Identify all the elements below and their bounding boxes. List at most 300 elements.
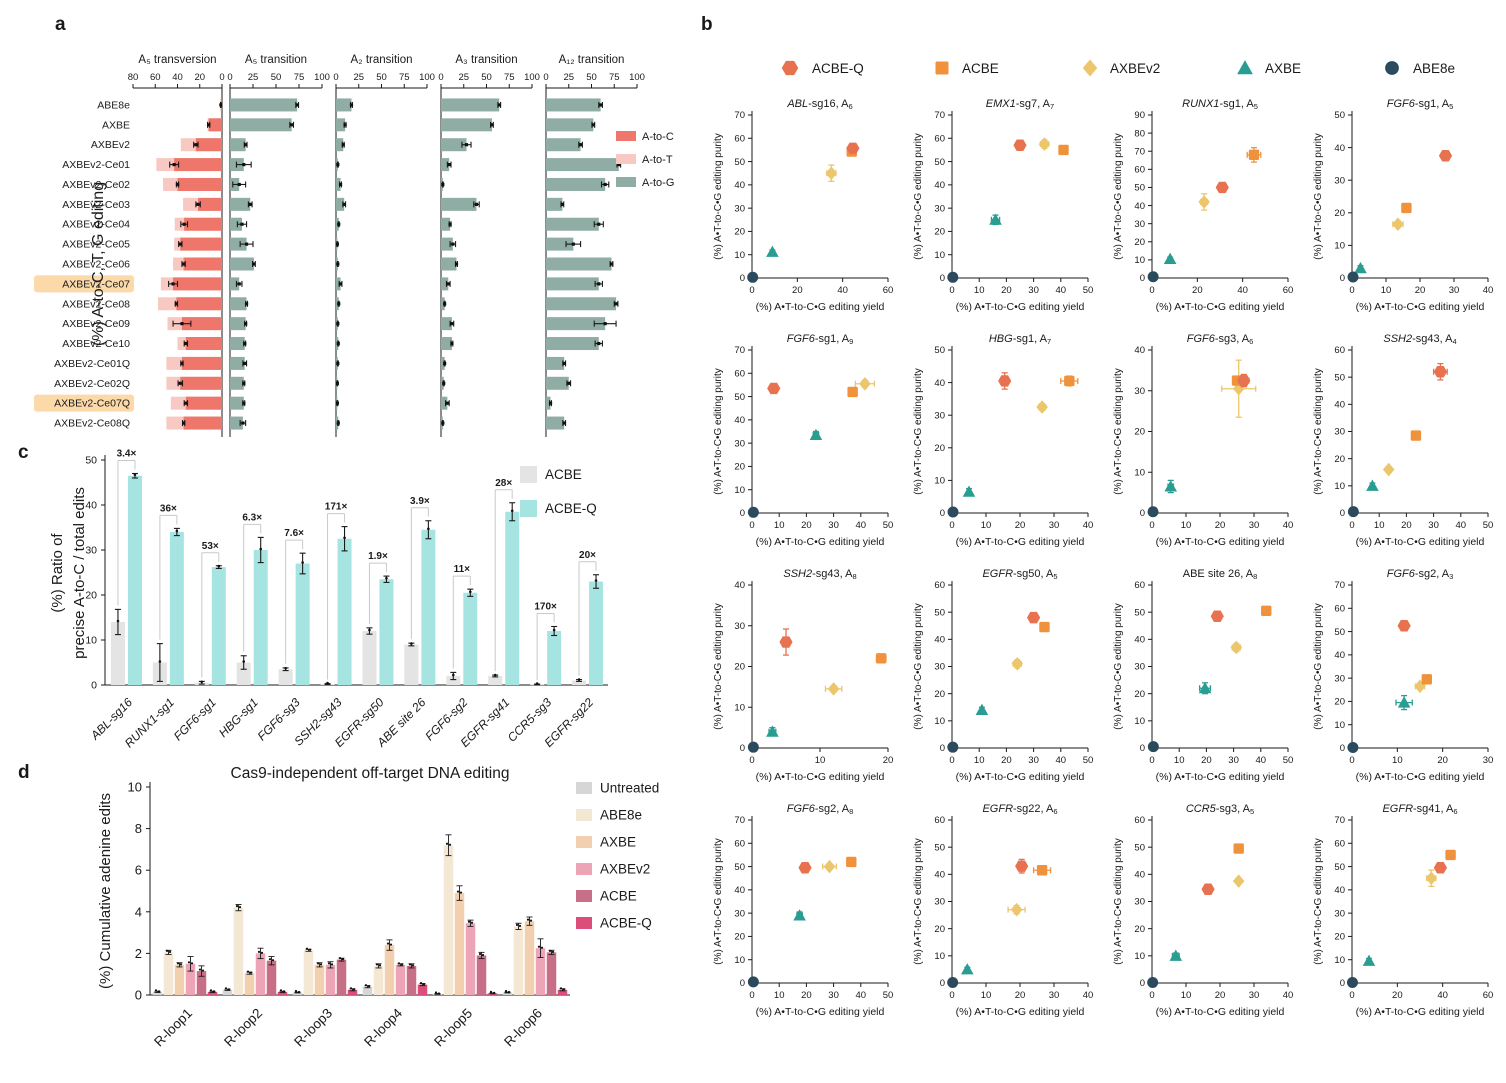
bar-a-to-g [230,138,246,151]
bar-a-to-g [546,258,612,271]
fold-label: 11× [453,564,471,576]
tick-label: 60 [1134,580,1145,592]
legend-label: ACBE-Q [545,501,597,516]
tick-label: 30 [1048,990,1060,1001]
tick-label: 10 [734,249,745,261]
tick-label: 75 [503,72,515,83]
scatter-point-AXBEv2 [1426,871,1438,885]
tick-label: 60 [1134,815,1145,827]
data-dot [176,183,179,186]
scatter-point-ABE8e [1347,742,1358,753]
data-dot [244,322,247,325]
legend-label: Untreated [600,780,660,796]
bar-acbe-q [589,582,603,686]
bar-a-to-g [230,377,244,390]
plot-title: EGFR-sg22, A6 [982,803,1058,816]
plot-title: EGFR-sg41, A6 [1382,803,1458,816]
tick-label: 80 [127,72,139,83]
scatter-point-ACBE-Q [1202,884,1215,895]
legend-label: AXBE [600,834,637,850]
tick-label: 10 [934,249,945,261]
bar-a-to-g [546,277,599,290]
plot-ylabel: (%) A•T-to-C•G editing purity [1113,603,1124,730]
plot-ylabel: (%) A•T-to-C•G editing purity [1313,838,1324,965]
scatter-point-AXBEv2 [1011,903,1023,917]
tick-label: 30 [1028,755,1039,766]
tick-label: 20 [1334,931,1345,943]
data-dot [283,990,285,992]
data-dot [597,342,600,345]
data-dot [490,991,492,993]
row-label: AXBEv2-Ce02 [62,178,130,191]
tick-label: 10 [980,520,992,531]
bar-AXBE [525,921,535,995]
tick-label: 20 [1214,520,1226,531]
data-dot [200,680,203,683]
data-dot [597,282,600,285]
legend-label: ACBE-Q [600,915,652,931]
scatter-point-AXBE [961,963,974,974]
tick-label: 8 [134,821,142,837]
bar-acbe-q [170,532,184,685]
tick-label: 10 [734,954,745,966]
plot-xlabel: (%) A•T-to-C•G editing yield [955,301,1085,313]
bar-a-to-g [441,337,452,350]
tick-label: 40 [1134,200,1145,212]
tick-label: 20 [1392,990,1403,1001]
scatter-point-ACBE [1411,430,1421,440]
tick-label: 0 [1349,285,1355,296]
data-dot [243,342,246,345]
row-label: AXBEv2-Ce01Q [54,357,130,370]
tick-label: 10 [973,285,985,296]
tick-label: 0 [1139,978,1145,990]
tick-label: 40 [855,520,867,531]
row-label: AXBEv2 [90,139,130,152]
scatter-point-ACBE-Q [1216,182,1229,193]
scatter-point-ABE8e [1148,271,1159,282]
plot-xlabel: (%) A•T-to-C•G editing yield [755,771,885,783]
data-dot [353,988,355,990]
data-dot [301,561,304,564]
tick-label: 40 [1334,650,1345,662]
tick-label: 60 [1282,285,1294,296]
data-dot [188,961,190,963]
scatter-point-ABE8e [748,742,759,753]
tick-label: 40 [1055,755,1067,766]
tick-label: 10 [973,755,985,766]
category-label: RUNX1-sg1 [121,695,177,751]
plot-title: RUNX1-sg1, A5 [1182,98,1258,111]
category-label: EGFR-sg50 [331,695,387,750]
category-label: ABL-sg16 [87,695,136,743]
bar-a-to-g [441,98,499,111]
tick-label: 10 [773,520,785,531]
data-dot [511,509,514,512]
scatter-point-ACBE-Q [1013,140,1026,151]
tick-label: 0 [939,508,945,520]
scatter-point-ACBE [847,387,857,397]
scatter-point-ACBE-Q [1434,862,1447,873]
tick-label: 20 [934,688,945,700]
data-dot [191,962,193,964]
scatter-point-ABE8e [1148,741,1159,752]
tick-label: 10 [1180,520,1192,531]
scatter-point-ABE8e [1147,977,1158,988]
data-dot [441,183,444,186]
bar-a-to-c [196,138,222,151]
data-dot [449,844,451,846]
data-dot [173,163,176,166]
data-dot [184,342,187,345]
tick-label: 20 [734,931,745,943]
data-dot [290,123,293,126]
data-dot [438,992,440,994]
data-dot [344,123,347,126]
data-dot [180,963,182,965]
plot-ylabel: (%) A•T-to-C•G editing purity [713,838,724,965]
bar-acbe-q [421,530,435,685]
tick-label: 20 [801,520,812,531]
data-dot [410,642,413,645]
legend-label: AXBEv2 [600,861,651,877]
tick-label: 10 [1134,951,1145,963]
plot-title: FGF6-sg1, A9 [786,333,854,346]
scatter-point-ACBE [1039,622,1049,632]
scatter-point-ACBE-Q [1398,620,1411,631]
tick-label: 20 [882,755,894,766]
data-dot [176,530,179,533]
data-dot [328,962,330,964]
tick-label: 0 [739,743,745,755]
scatter-point-AXBE [1170,950,1183,961]
tick-label: 30 [734,620,745,632]
data-dot [240,223,243,226]
bar-ABE8e [374,966,384,995]
data-dot [295,990,297,992]
legend-swatch [576,836,592,848]
subpanel-title: A₂ transition [350,54,413,66]
data-dot [563,362,566,365]
data-dot [238,282,241,285]
data-dot [447,282,450,285]
bar-ABE8e [514,926,524,995]
tick-label: 0 [1339,508,1345,520]
tick-label: 50 [1134,182,1145,194]
tick-label: 30 [934,203,945,215]
legend-swatch [576,863,592,875]
tick-label: 0 [1349,520,1355,531]
data-dot [368,985,370,987]
bar-AXBE [455,893,465,995]
tick-label: 75 [608,72,620,83]
tick-label: 30 [1134,896,1145,908]
data-dot [387,942,389,944]
data-dot [343,536,346,539]
bar-acbe-q [212,567,226,685]
bar-a-to-g [546,198,562,211]
scatter-point-AXBEv2 [828,682,840,696]
data-dot [336,382,339,385]
tick-label: 30 [1228,755,1239,766]
tick-label: 40 [1082,990,1094,1001]
bar-acbe-q [296,564,310,686]
category-label: HBG-sg1 [216,695,261,741]
bar-a-to-g [336,98,351,111]
tick-label: 0 [333,72,339,83]
tick-label: 25 [458,72,470,83]
data-dot [350,103,353,106]
data-dot [519,925,521,927]
bar-a-to-g [546,118,593,131]
tick-label: 10 [1134,255,1145,267]
plot-title: ABL-sg16, A6 [787,98,853,111]
data-dot [184,402,187,405]
fold-label: 6.3× [242,512,263,524]
data-dot [337,302,340,305]
data-dot [242,660,245,663]
tick-label: 20 [1134,426,1145,438]
tick-label: 0 [749,990,755,1001]
bar-a-to-g [546,357,564,370]
bar-ABE8e [234,908,244,995]
tick-label: 0 [91,679,97,692]
data-dot [552,951,554,953]
row-label: AXBE [101,119,130,132]
data-dot [242,163,245,166]
tick-label: 50 [1282,755,1294,766]
data-dot [475,203,478,206]
plot-xlabel: (%) A•T-to-C•G editing yield [1355,301,1485,313]
tick-label: 40 [855,990,867,1001]
tick-label: 0 [749,755,755,766]
bar-a-to-c [174,158,222,171]
tick-label: 50 [481,72,492,83]
bar-a-to-g [230,337,245,350]
data-dot [471,922,473,924]
triangle-legend-icon [1237,60,1253,74]
data-dot [182,421,185,424]
data-dot [563,988,565,990]
tick-label: 10 [1380,285,1392,296]
bar-AXBE [315,965,325,995]
plot-ylabel: (%) A•T-to-C•G editing purity [1313,603,1324,730]
tick-label: 50 [1082,755,1094,766]
tick-label: 60 [934,580,945,592]
tick-label: 0 [1139,743,1145,755]
tick-label: 50 [1334,110,1345,122]
fold-label: 171× [324,501,348,513]
tick-label: 40 [172,72,183,83]
tick-label: 30 [1134,385,1145,397]
tick-label: 30 [934,896,945,908]
data-dot [213,990,215,992]
tick-label: 25 [563,72,575,83]
tick-label: 50 [934,345,945,357]
tick-label: 40 [934,377,945,389]
data-dot [420,982,422,984]
tick-label: 10 [1373,520,1385,531]
scatter-point-AXBE [976,704,989,715]
scatter-point-AXBEv2 [1383,463,1395,477]
tick-label: 10 [127,779,142,795]
tick-label: 30 [1428,520,1439,531]
scatter-point-ACBE [1234,843,1244,853]
tick-label: 10 [980,990,992,1001]
data-dot [134,473,137,476]
data-dot [561,203,564,206]
plot-ylabel: (%) A•T-to-C•G editing purity [1113,368,1124,495]
tick-label: 10 [1134,467,1145,479]
panel-d [18,762,659,1050]
bar-a-to-c [186,337,222,350]
data-dot [398,962,400,964]
tick-label: 10 [1334,954,1345,966]
bar-ACBE [547,952,557,995]
data-dot [179,382,182,385]
tick-label: 0 [939,978,945,990]
tick-label: 50 [1082,285,1094,296]
bar-a-to-c [186,397,222,410]
row-label: AXBEv2-Ce04 [62,218,130,231]
data-dot [183,223,186,226]
bar-a-to-g [441,118,492,131]
data-dot [427,527,430,530]
category-label: R-loop1 [151,1005,196,1050]
tick-label: 40 [1082,520,1094,531]
data-dot [508,991,510,993]
data-dot [479,953,481,955]
data-dot [252,262,255,265]
data-dot [572,243,575,246]
bar-ACBE-Q [418,985,428,995]
data-dot [385,577,388,580]
tick-label: 40 [734,415,745,427]
tick-label: 20 [85,589,97,602]
tick-label: 50 [734,861,745,873]
tick-label: 0 [749,285,755,296]
tick-label: 30 [934,410,945,422]
tick-label: 10 [1134,716,1145,728]
plot-xlabel: (%) A•T-to-C•G editing yield [1355,771,1485,783]
tick-label: 50 [934,607,945,619]
plot-title: ABE site 26, A8 [1182,568,1258,581]
legend-label: ABE8e [600,807,643,823]
scatter-point-ACBE [846,857,856,867]
data-dot [244,143,247,146]
scatter-point-AXBE [766,725,779,736]
plot-ylabel: (%) A•T-to-C•G editing purity [713,368,724,495]
panel-d-label: d [18,762,30,783]
data-dot [604,322,607,325]
category-label: R-loop5 [431,1005,476,1050]
scatter-point-ABE8e [947,977,958,988]
plot-ylabel: (%) A•T-to-C•G editing purity [913,133,924,260]
tick-label: 60 [1334,345,1345,357]
legend-label: A-to-T [642,154,673,166]
data-dot [541,947,543,949]
plot-ylabel: (%) A•T-to-C•G editing purity [713,133,724,260]
legend-label: AXBEv2 [1110,61,1161,76]
tick-label: 40 [734,885,745,897]
subpanel-title: A₁₂ transition [558,54,625,66]
data-dot [465,143,468,146]
bar-ACBE [477,955,487,995]
tick-label: 100 [314,72,330,83]
data-dot [442,382,445,385]
tick-label: 40 [934,869,945,881]
data-dot [337,342,340,345]
tick-label: 60 [934,133,945,145]
data-dot [331,963,333,965]
data-dot [309,949,311,951]
plot-xlabel: (%) A•T-to-C•G editing yield [1355,536,1485,548]
scatter-point-ACBE-Q [998,375,1011,386]
scatter-point-ACBE [1261,606,1271,616]
panel-c [18,442,608,750]
plot-ylabel: (%) A•T-to-C•G editing purity [1313,368,1324,495]
category-label: EGFR-sg22 [541,695,597,750]
tick-label: 0 [1149,755,1155,766]
tick-label: 50 [85,454,97,467]
category-label: R-loop4 [361,1005,406,1050]
scatter-point-ABE8e [1348,272,1359,283]
tick-label: 20 [1134,688,1145,700]
scatter-point-AXBE [1366,480,1379,491]
fold-label: 53× [201,540,219,552]
data-dot [441,421,444,424]
tick-label: 40 [1255,755,1267,766]
tick-label: 30 [1448,285,1460,296]
bar-acbe [279,669,293,685]
data-dot [376,963,378,965]
data-dot [155,989,157,991]
data-dot [401,963,403,965]
bar-acbe-q [254,550,268,685]
tick-label: 30 [1334,426,1345,438]
data-dot [242,402,245,405]
scatter-point-AXBEv2 [826,166,838,180]
legend-label: ABE8e [1413,61,1456,76]
tick-label: 40 [1455,520,1467,531]
tick-label: 10 [934,716,945,728]
category-label: EGFR-sg41 [457,695,513,750]
tick-label: 30 [1028,285,1039,296]
plot-title: FGF6-sg2, A8 [786,803,854,816]
bar-a-to-g [546,138,581,151]
data-dot [493,992,495,994]
tick-label: 40 [1334,142,1345,154]
plot-xlabel: (%) A•T-to-C•G editing yield [1155,536,1285,548]
tick-label: 20 [1134,923,1145,935]
tick-label: 60 [734,368,745,380]
data-dot [239,906,241,908]
tick-label: 20 [1401,520,1412,531]
tick-label: 0 [1139,273,1145,285]
tick-label: 0 [1339,273,1345,285]
tick-label: 0 [739,508,745,520]
plot-title: FGF6-sg3, A6 [1186,333,1254,346]
scatter-point-AXBE [1354,262,1367,273]
tick-label: 40 [1282,990,1294,1001]
tick-label: 25 [247,72,259,83]
data-dot [261,952,263,954]
data-dot [446,843,448,845]
bar-acbe-q [338,539,352,685]
data-dot [379,964,381,966]
tick-label: 0 [134,987,142,1003]
tick-label: 0 [1339,743,1345,755]
